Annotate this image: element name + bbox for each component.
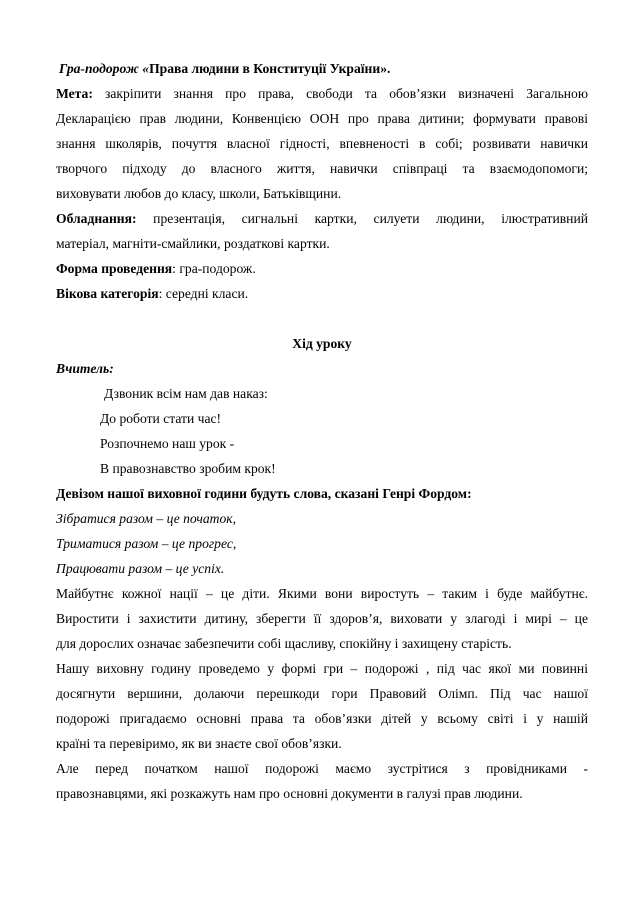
paragraph1-line-1: Майбутнє кожної нації – це діти. Якими вони виростуть – таким і буде майбутнє. xyxy=(56,586,588,601)
equipment-text-1: презентація, сигнальні картки, силуети людини, ілюстративний xyxy=(136,211,588,226)
teacher-label: Вчитель: xyxy=(56,361,114,376)
goal-line-4: творчого підходу до власного життя, навички співпраці та взаємодопомоги; xyxy=(56,161,588,176)
goal-line-2: Декларацією прав людини, Конвенцією ООН про права дитини; формувати правові xyxy=(56,111,588,126)
goal-line-3: знання школярів, почуття власної гідності, впевненості в собі; розвивати навички xyxy=(56,136,588,151)
paragraph3-line-1: Але перед початком нашої подорожі маємо зустрітися з провідниками - xyxy=(56,761,588,776)
equipment-line-2: матеріал, магніти-смайлики, роздаткові картки. xyxy=(56,236,330,251)
equipment-label: Обладнання: xyxy=(56,211,137,226)
title-main: Права людини в Конституції України». xyxy=(149,61,391,76)
paragraph2-line-3: подорожі пригадаємо основні права та обов’язки дітей у всьому світі і у нашій xyxy=(56,711,588,726)
paragraph3-line-2: правознавцями, які розкажуть нам про основні документи в галузі прав людини. xyxy=(56,786,523,801)
paragraph2-line-2: досягнути вершини, долаючи перешкоди гори Правовий Олімп. Під час нашої xyxy=(56,686,588,701)
paragraph2-line-1: Нашу виховну годину проведемо у формі гри – подорожі , під час якої ми повинні xyxy=(56,661,588,676)
lesson-heading: Хід уроку xyxy=(292,336,352,351)
paragraph1-line-3: для дорослих означає забезпечити собі щасливу, спокійну і захищену старість. xyxy=(56,636,512,651)
paragraph1-line-2: Виростити і захистити дитину, зберегти її здоров’я, виховати у злагоді і мирі – це xyxy=(56,611,588,626)
spacer xyxy=(56,306,588,331)
form-line xyxy=(56,256,588,281)
age-label: Вікова категорія xyxy=(56,286,159,301)
motto-line-3: Працювати разом – це успіх. xyxy=(56,561,225,576)
paragraph2-line-4: країні та перевіримо, як ви знаєте свої обов’язки. xyxy=(56,736,342,751)
equipment-line-1 xyxy=(56,206,588,231)
motto-line-2: Триматися разом – це прогрес, xyxy=(56,536,237,551)
poem-line-4: В правознавство зробим крок! xyxy=(100,461,276,476)
poem-line-1: Дзвоник всім нам дав наказ: xyxy=(104,386,268,401)
age-value: : середні класи. xyxy=(158,286,249,301)
motto-line-1: Зібратися разом – це початок, xyxy=(56,511,237,526)
document-title xyxy=(56,56,588,81)
poem-line-3: Розпочнемо наш урок - xyxy=(100,436,235,451)
goal-label: Мета: xyxy=(56,86,93,101)
motto-intro: Девізом нашої виховної години будуть слова, сказані Генрі Фордом: xyxy=(56,486,472,501)
poem-line-2: До роботи стати час! xyxy=(100,411,222,426)
age-line xyxy=(56,281,588,306)
form-label: Форма проведення xyxy=(56,261,173,276)
goal-text-1: закріпити знання про права, свободи та обов’язки визначені Загальною xyxy=(92,86,588,101)
document-page xyxy=(56,56,588,806)
goal-line-5: виховувати любов до класу, школи, Батьківщини. xyxy=(56,186,342,201)
goal-line-1 xyxy=(56,81,588,106)
title-prefix: Гра-подорож « xyxy=(59,61,150,76)
form-value: : гра-подорож. xyxy=(172,261,256,276)
